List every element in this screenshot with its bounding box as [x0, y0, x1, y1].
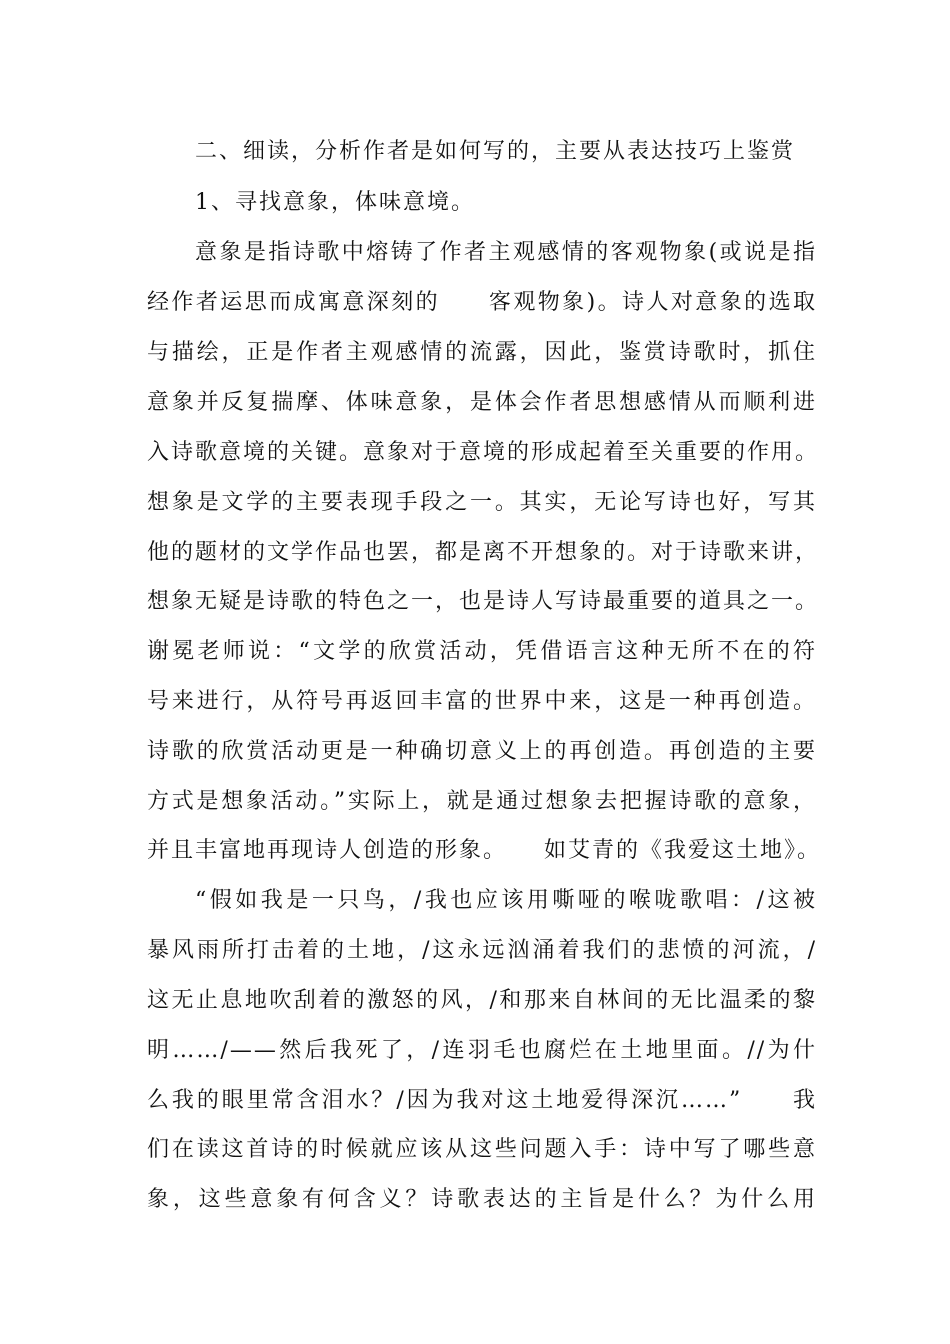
paragraph-line: 想象无疑是诗歌的特色之一，也是诗人写诗最重要的道具之一。: [147, 589, 820, 614]
paragraph-line: 意象是指诗歌中熔铸了作者主观感情的客观物象(或说是指: [195, 240, 817, 265]
poem-quote-line: 暴风雨所打击着的土地，/这永远汹涌着我们的悲愤的河流，/: [147, 938, 817, 963]
poem-quote-line: 么我的眼里常含泪水？/因为我对这土地爱得深沉……” 我: [147, 1088, 817, 1113]
paragraph-line: 想象是文学的主要表现手段之一。其实，无论写诗也好，写其: [147, 490, 817, 515]
paragraph-line: 并且丰富地再现诗人创造的形象。 如艾青的《我爱这土地》。: [147, 838, 822, 863]
paragraph-line: 谢冕老师说：“文学的欣赏活动，凭借语言这种无所不在的符: [147, 639, 817, 664]
poem-quote-line: “假如我是一只鸟，/我也应该用嘶哑的喉咙歌唱：/这被: [195, 888, 817, 913]
paragraph-line: 诗歌的欣赏活动更是一种确切意义上的再创造。再创造的主要: [147, 739, 817, 764]
paragraph-line: 号来进行，从符号再返回丰富的世界中来，这是一种再创造。: [147, 689, 817, 714]
paragraph-line: 入诗歌意境的关键。意象对于意境的形成起着至关重要的作用。: [147, 440, 820, 465]
paragraph-line: 象，这些意象有何含义？诗歌表达的主旨是什么？为什么用: [147, 1187, 817, 1212]
paragraph-line: 意象并反复揣摩、体味意象，是体会作者思想感情从而顺利进: [147, 390, 817, 415]
paragraph-line: 们在读这首诗的时候就应该从这些问题入手：诗中写了哪些意: [147, 1137, 817, 1162]
poem-quote-line: 明……/——然后我死了，/连羽毛也腐烂在土地里面。//为什: [147, 1038, 817, 1063]
section-heading: 二、细读，分析作者是如何写的，主要从表达技巧上鉴赏: [195, 139, 796, 164]
paragraph-line: 经作者运思而成寓意深刻的 客观物象)。诗人对意象的选取: [147, 290, 817, 315]
paragraph-line: 他的题材的文学作品也罢，都是离不开想象的。对于诗歌来讲，: [147, 540, 820, 565]
poem-quote-line: 这无止息地吹刮着的激怒的风，/和那来自林间的无比温柔的黎: [147, 988, 817, 1013]
subsection-heading: 1、寻找意象，体味意境。: [195, 190, 475, 215]
paragraph-line: 方式是想象活动。”实际上，就是通过想象去把握诗歌的意象，: [147, 789, 817, 814]
paragraph-line: 与描绘，正是作者主观感情的流露，因此，鉴赏诗歌时，抓住: [147, 340, 817, 365]
